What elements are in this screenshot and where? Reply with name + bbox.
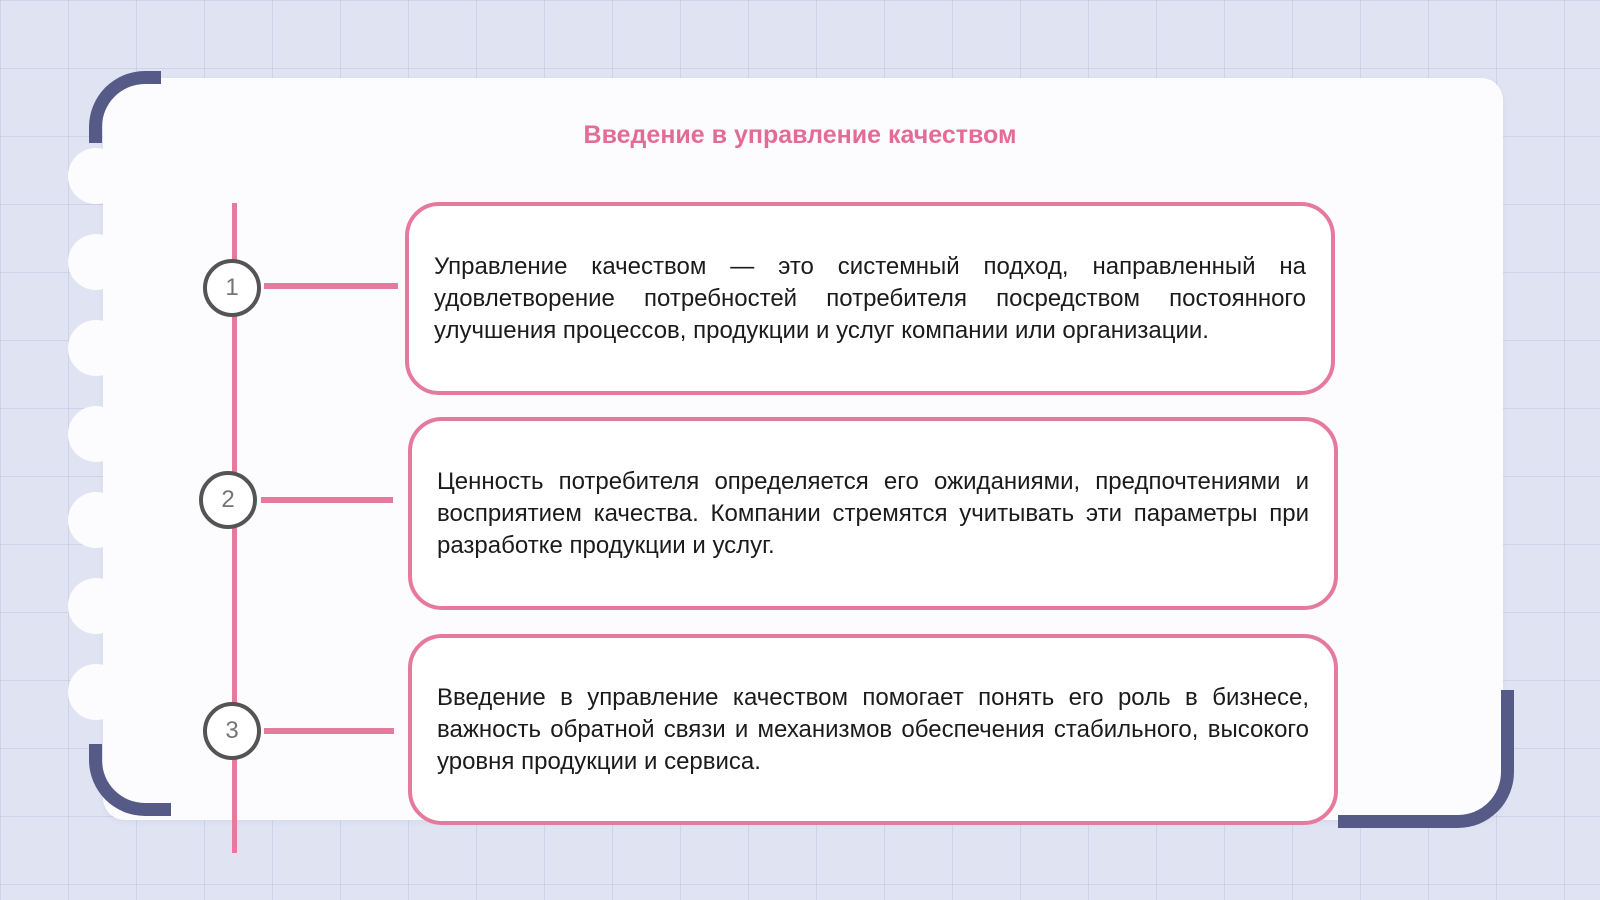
sheet-scallop xyxy=(68,492,124,548)
sheet-scallop xyxy=(68,578,124,634)
step-1-card xyxy=(405,202,1335,395)
step-2-number: 2 xyxy=(199,471,257,529)
frame-corner-bottom-left xyxy=(89,744,171,816)
sheet-scallop xyxy=(68,234,124,290)
step-2-text: Ценность потребителя определяется его ожиданиями, предпочтениями и восприятием качества. Компании стремятся учитывать эти параметры при разработке продукции и услуг. xyxy=(437,467,1309,559)
step-3-number: 3 xyxy=(203,702,261,760)
step-2-connector xyxy=(261,497,393,503)
step-3-card xyxy=(408,634,1338,825)
sheet-scallop xyxy=(68,148,124,204)
step-2-card xyxy=(408,417,1338,610)
sheet-scallop xyxy=(68,320,124,376)
step-1-number: 1 xyxy=(203,259,261,317)
step-3-connector xyxy=(264,728,394,734)
frame-corner-bottom-right xyxy=(1338,690,1514,828)
step-3-text: Введение в управление качеством помогает понять его роль в бизнесе, важность обратной связи и механизмов обеспечения стабильного, высокого уровня продукции и сервиса. xyxy=(437,683,1309,775)
step-1-text: Управление качеством — это системный подход, направленный на удовлетворение потребностей потребителя посредством постоянного улучшения процессов, продукции и услуг компании или организации. xyxy=(434,252,1306,344)
slide-title: Введение в управление качеством xyxy=(583,121,1017,149)
step-1-connector xyxy=(264,283,398,289)
sheet-scallop xyxy=(68,664,124,720)
sheet-scallop xyxy=(68,406,124,462)
